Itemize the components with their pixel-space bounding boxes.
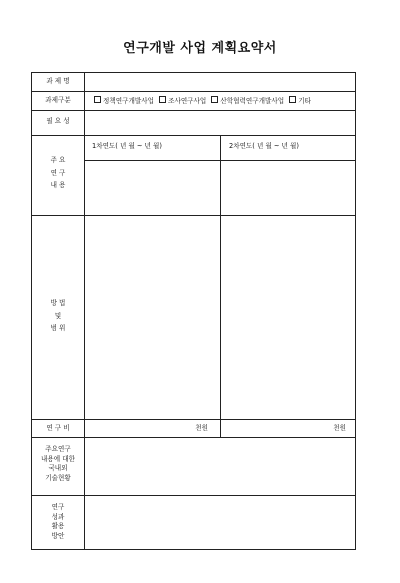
row-divider — [32, 495, 355, 496]
utilization-field[interactable] — [88, 498, 352, 546]
necessity-label: 필 요 성 — [46, 117, 70, 125]
year-column-divider — [220, 135, 221, 437]
label-column-divider — [84, 73, 85, 549]
year2-budget-unit: 천원 — [333, 424, 346, 432]
year2-content-field[interactable] — [222, 162, 353, 213]
year2-method-field[interactable] — [222, 217, 353, 417]
project-type-label: 과제구분 — [45, 96, 71, 104]
year1-method-field[interactable] — [86, 217, 218, 417]
project-type-option[interactable]: 산학협력연구개발사업 — [211, 97, 284, 105]
year1-content-field[interactable] — [86, 162, 218, 213]
project-type-option[interactable]: 조사연구사업 — [159, 97, 206, 105]
plan-summary-form — [31, 72, 356, 550]
checkbox-icon — [289, 96, 296, 103]
row-divider — [32, 91, 355, 92]
method-scope-label: 방 법 및 범 위 — [50, 299, 66, 333]
budget-label: 연 구 비 — [46, 424, 70, 432]
row-divider — [32, 215, 355, 216]
project-name-label: 과 제 명 — [46, 77, 70, 85]
row-divider — [32, 419, 355, 420]
row-divider — [32, 437, 355, 438]
row-divider — [32, 110, 355, 111]
project-type-option[interactable]: 기타 — [289, 97, 311, 105]
utilization-label: 연구 성과 활용 방안 — [51, 503, 65, 540]
checkbox-icon — [94, 96, 101, 103]
project-type-options — [94, 96, 314, 106]
year1-period-header: 1차연도( 년 월 ~ 년 월) — [92, 142, 162, 150]
year1-budget-unit: 천원 — [195, 424, 208, 432]
checkbox-icon — [211, 96, 218, 103]
research-content-label: 주 요 연 구 내 용 — [50, 156, 66, 190]
tech-status-field[interactable] — [88, 439, 352, 493]
document-title: 연구개발 사업 계획요약서 — [123, 41, 277, 56]
project-name-field[interactable] — [88, 75, 352, 89]
row-divider — [32, 135, 355, 136]
project-type-option[interactable]: 정책연구개발사업 — [94, 97, 154, 105]
tech-status-label: 주요연구 내용에 대한 국내외 기술현황 — [41, 445, 75, 482]
necessity-field[interactable] — [88, 113, 352, 133]
year2-period-header: 2차연도( 년 월 ~ 년 월) — [229, 142, 299, 150]
checkbox-icon — [159, 96, 166, 103]
